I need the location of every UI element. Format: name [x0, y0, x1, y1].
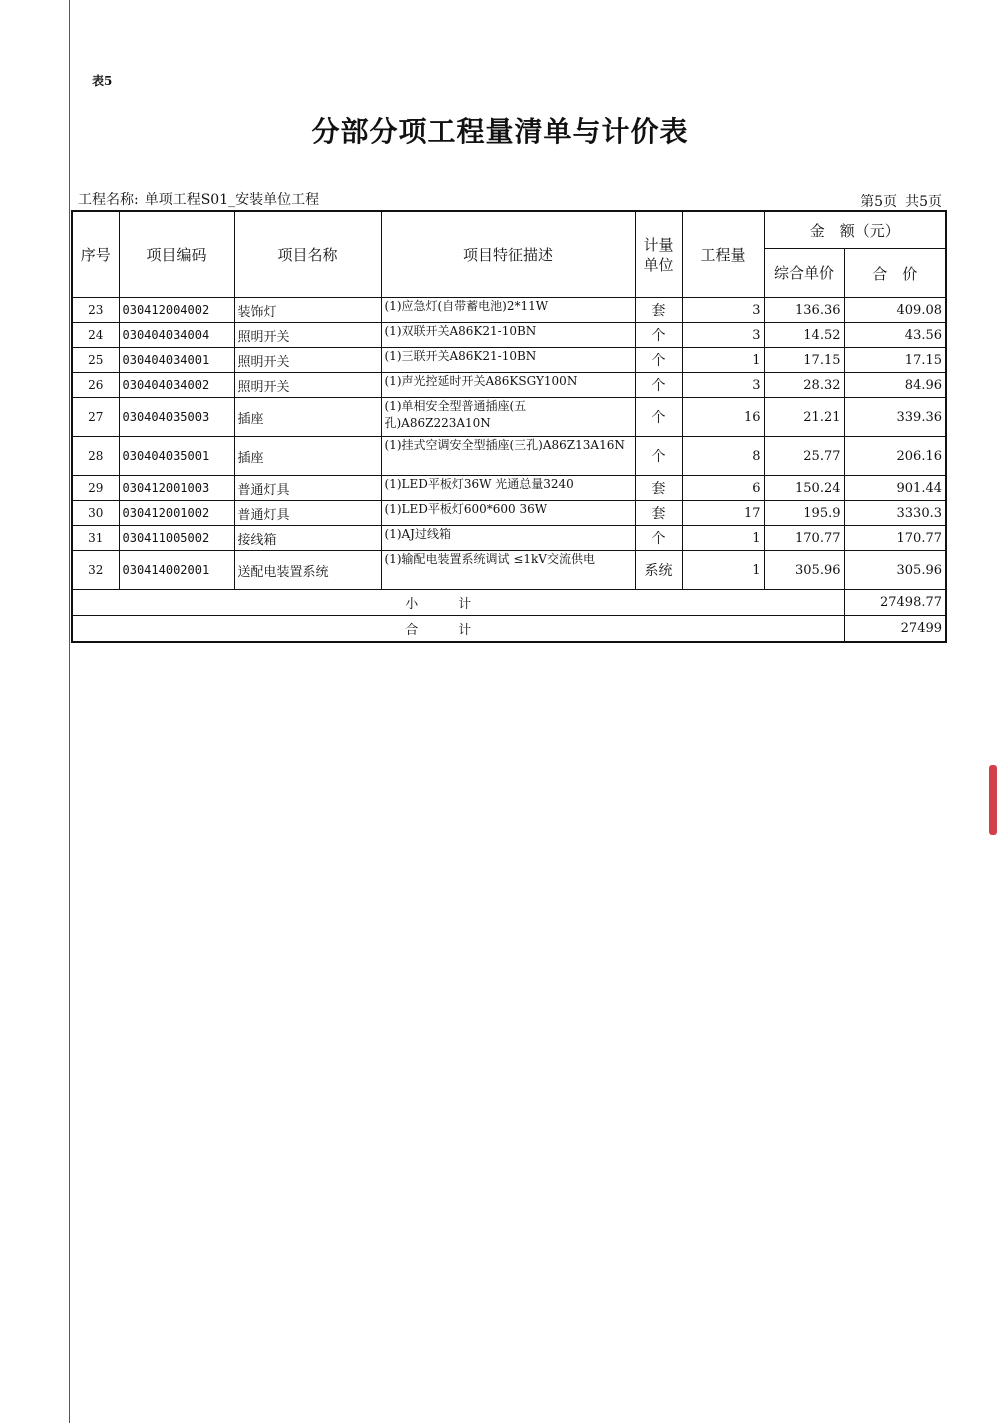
cell-name: 插座: [234, 437, 381, 476]
cell-no: 29: [72, 476, 119, 501]
page-total: 共5页: [905, 194, 942, 210]
project-name-line: [78, 189, 319, 209]
cell-no: 23: [72, 298, 119, 323]
cell-unit: 系统: [635, 551, 682, 590]
header-qty: 工程量: [682, 211, 764, 298]
cell-qty: 1: [682, 526, 764, 551]
cell-name: 普通灯具: [234, 476, 381, 501]
cell-no: 24: [72, 323, 119, 348]
cell-qty: 16: [682, 398, 764, 437]
cell-desc: (1)应急灯(自带蓄电池)2*11W: [381, 298, 635, 323]
subtotal-label: 小计: [72, 590, 844, 616]
cell-price: 21.21: [764, 398, 844, 437]
header-no: 序号: [72, 211, 119, 298]
cell-qty: 3: [682, 323, 764, 348]
cell-price: 170.77: [764, 526, 844, 551]
cell-name: 照明开关: [234, 323, 381, 348]
grand-total-row: [72, 616, 946, 643]
cell-name: 接线箱: [234, 526, 381, 551]
cell-total: 84.96: [844, 373, 946, 398]
cell-desc: (1)三联开关A86K21-10BN: [381, 348, 635, 373]
cell-qty: 3: [682, 373, 764, 398]
cell-unit: 个: [635, 348, 682, 373]
cell-code: 030412001003: [119, 476, 234, 501]
header-total: 合 价: [844, 249, 946, 298]
cell-desc: (1)LED平板灯600*600 36W: [381, 501, 635, 526]
table-row: [72, 526, 946, 551]
cell-qty: 3: [682, 298, 764, 323]
cell-code: 030404035003: [119, 398, 234, 437]
table-row: [72, 373, 946, 398]
cell-no: 32: [72, 551, 119, 590]
cell-price: 28.32: [764, 373, 844, 398]
cell-unit: 套: [635, 298, 682, 323]
header-unit: 计量单位: [635, 211, 682, 298]
cell-qty: 1: [682, 551, 764, 590]
header-amount: 金 额（元）: [764, 211, 946, 249]
cell-no: 27: [72, 398, 119, 437]
table-row: [72, 348, 946, 373]
cell-desc: (1)声光控延时开关A86KSGY100N: [381, 373, 635, 398]
cell-code: 030412001002: [119, 501, 234, 526]
cell-qty: 17: [682, 501, 764, 526]
table-row: [72, 551, 946, 590]
cell-total: 339.36: [844, 398, 946, 437]
cell-unit: 个: [635, 398, 682, 437]
cell-code: 030404034001: [119, 348, 234, 373]
cell-price: 195.9: [764, 501, 844, 526]
cell-unit: 个: [635, 323, 682, 348]
cell-total: 206.16: [844, 437, 946, 476]
cell-unit: 个: [635, 526, 682, 551]
cell-total: 3330.3: [844, 501, 946, 526]
cell-name: 送配电装置系统: [234, 551, 381, 590]
page-current: 第5页: [860, 194, 898, 210]
cell-desc: (1)输配电装置系统调试 ≤1kV交流供电: [381, 551, 635, 590]
table-row: [72, 398, 946, 437]
cell-code: 030404034004: [119, 323, 234, 348]
bill-of-quantities-table: [71, 210, 947, 643]
cell-unit: 套: [635, 501, 682, 526]
cell-price: 136.36: [764, 298, 844, 323]
header-name: 项目名称: [234, 211, 381, 298]
project-name-label: 工程名称:: [78, 192, 139, 208]
table-row: [72, 476, 946, 501]
cell-no: 31: [72, 526, 119, 551]
grand-total-value: 27499: [844, 616, 946, 643]
binding-line: [69, 0, 70, 1423]
cell-price: 17.15: [764, 348, 844, 373]
cell-name: 装饰灯: [234, 298, 381, 323]
cell-desc: (1)AJ过线箱: [381, 526, 635, 551]
cell-total: 409.08: [844, 298, 946, 323]
cell-code: 030404035001: [119, 437, 234, 476]
cell-price: 150.24: [764, 476, 844, 501]
cell-price: 305.96: [764, 551, 844, 590]
cell-name: 照明开关: [234, 373, 381, 398]
cell-code: 030404034002: [119, 373, 234, 398]
cell-total: 17.15: [844, 348, 946, 373]
table-row: [72, 437, 946, 476]
cell-desc: (1)挂式空调安全型插座(三孔)A86Z13A16N: [381, 437, 635, 476]
cell-desc: (1)LED平板灯36W 光通总量3240: [381, 476, 635, 501]
subtotal-row: [72, 590, 946, 616]
cell-no: 30: [72, 501, 119, 526]
cell-qty: 6: [682, 476, 764, 501]
cell-qty: 8: [682, 437, 764, 476]
cell-no: 25: [72, 348, 119, 373]
cell-name: 普通灯具: [234, 501, 381, 526]
table-number-label: 表5: [92, 74, 113, 88]
cell-code: 030411005002: [119, 526, 234, 551]
cell-total: 170.77: [844, 526, 946, 551]
cell-unit: 个: [635, 373, 682, 398]
cell-code: 030414002001: [119, 551, 234, 590]
subtotal-value: 27498.77: [844, 590, 946, 616]
cell-qty: 1: [682, 348, 764, 373]
cell-no: 28: [72, 437, 119, 476]
cell-code: 030412004002: [119, 298, 234, 323]
table-row: [72, 323, 946, 348]
header-unit-price: 综合单价: [764, 249, 844, 298]
cell-price: 14.52: [764, 323, 844, 348]
cell-price: 25.77: [764, 437, 844, 476]
cell-desc: (1)双联开关A86K21-10BN: [381, 323, 635, 348]
page-info: [852, 191, 942, 211]
cell-name: 插座: [234, 398, 381, 437]
cell-unit: 个: [635, 437, 682, 476]
grand-total-label: 合计: [72, 616, 844, 643]
project-name-value: 单项工程S01_安装单位工程: [144, 192, 320, 208]
document-title: 分部分项工程量清单与计价表: [311, 115, 689, 148]
cell-name: 照明开关: [234, 348, 381, 373]
cell-total: 901.44: [844, 476, 946, 501]
cell-no: 26: [72, 373, 119, 398]
cell-total: 43.56: [844, 323, 946, 348]
header-desc: 项目特征描述: [381, 211, 635, 298]
red-stamp-fragment: [989, 765, 997, 835]
header-code: 项目编码: [119, 211, 234, 298]
cell-unit: 套: [635, 476, 682, 501]
table-row: [72, 298, 946, 323]
cell-desc: (1)单相安全型普通插座(五孔)A86Z223A10N: [381, 398, 635, 437]
table-row: [72, 501, 946, 526]
cell-total: 305.96: [844, 551, 946, 590]
